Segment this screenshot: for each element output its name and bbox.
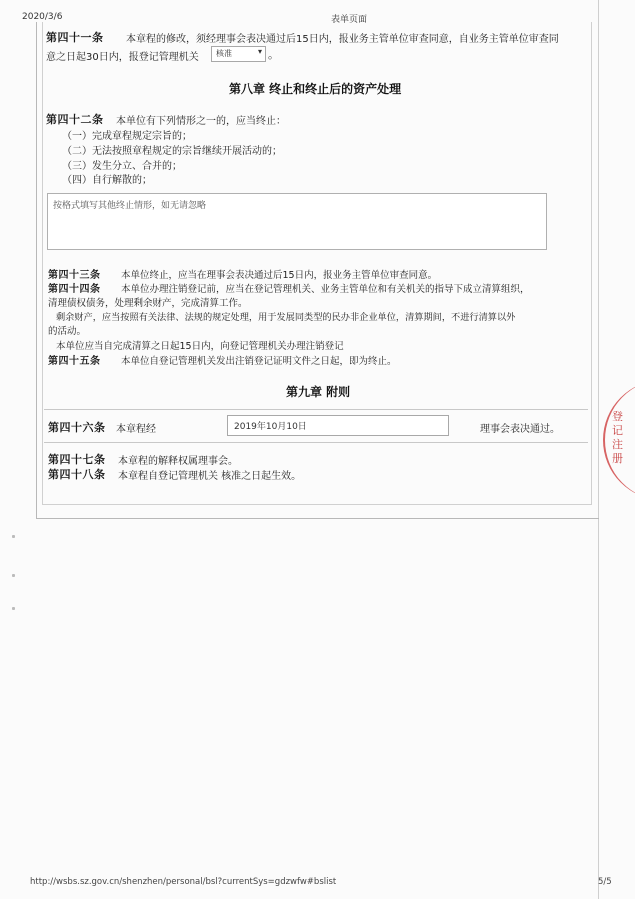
approval-date-input[interactable]	[227, 415, 449, 436]
article-44-line2: 清理债权债务，处理剩余财产，完成清算工作。	[48, 298, 248, 309]
article-47-text: 本章程的解释权属理事会。	[118, 456, 238, 467]
print-date: 2020/3/6	[22, 12, 63, 22]
chapter-9-title: 第九章 附则	[286, 385, 351, 399]
official-seal-text: 登记注册	[612, 410, 623, 465]
article-42-number: 第四十二条	[46, 113, 104, 126]
footer-page-number: 5/5	[598, 877, 612, 887]
article-47-number: 第四十七条	[48, 453, 106, 466]
article-44-line4: 的活动。	[48, 326, 87, 337]
article-46-label: 本章程经	[116, 424, 156, 435]
article-46-tail: 理事会表决通过。	[480, 424, 560, 435]
other-termination-placeholder: 按格式填写其他终止情形，如无请忽略	[53, 201, 207, 211]
scan-speck	[12, 574, 15, 577]
article-41-number: 第四十一条	[46, 31, 104, 44]
print-title: 表单页面	[331, 15, 368, 25]
chapter-8-title: 第八章 终止和终止后的资产处理	[229, 82, 402, 96]
article-43-number: 第四十三条	[48, 270, 101, 281]
approval-type-select-value: 核准	[216, 49, 232, 58]
approval-type-select[interactable]	[211, 46, 266, 62]
article-42-intro: 本单位有下列情形之一的，应当终止：	[116, 116, 286, 127]
scan-speck	[12, 535, 15, 538]
article-45-number: 第四十五条	[48, 356, 101, 367]
article-44-line3: 剩余财产，应当按照有关法律、法规的规定处理，用于发展同类型的民办非企业单位，清算期间，不进行清算以外	[56, 312, 516, 323]
article-42-item-1: （一）完成章程规定宗旨的；	[62, 131, 192, 142]
article-41-line2: 意之日起30日内，报登记管理机关	[46, 52, 199, 63]
other-termination-textarea[interactable]	[47, 193, 547, 250]
article-45-text: 本单位自登记管理机关发出注销登记证明文件之日起，即为终止。	[121, 356, 397, 367]
article-44-line5: 本单位应当自完成清算之日起15日内，向登记管理机关办理注销登记	[56, 341, 344, 352]
article-42-item-2: （二）无法按照章程规定的宗旨继续开展活动的；	[62, 146, 282, 157]
article-41-line1: 本章程的修改，须经理事会表决通过后15日内，报业务主管单位审查同意，自业务主管单位审查同	[126, 34, 559, 45]
article-42-item-3: （三）发生分立、合并的；	[62, 161, 182, 172]
article-43-text: 本单位终止，应当在理事会表决通过后15日内，报业务主管单位审查同意。	[121, 270, 438, 281]
article-46-number: 第四十六条	[48, 421, 106, 434]
article-48-number: 第四十八条	[48, 468, 106, 481]
chevron-down-icon: ▾	[257, 47, 262, 56]
article-44-number: 第四十四条	[48, 284, 101, 295]
footer-url: http://wsbs.sz.gov.cn/shenzhen/personal/bsl?currentSys=gdzwfw#bslist	[30, 877, 337, 887]
article-48-text: 本章程自登记管理机关 核准之日起生效。	[118, 471, 302, 482]
scan-speck	[12, 607, 15, 610]
article-44-line1: 本单位办理注销登记前，应当在登记管理机关、业务主管单位和有关机关的指导下成立清算组织，	[121, 284, 530, 295]
approval-date-value: 2019年10月10日	[234, 422, 307, 432]
article-42-item-4: （四）自行解散的；	[62, 175, 152, 186]
article-41-end: 。	[268, 48, 279, 61]
